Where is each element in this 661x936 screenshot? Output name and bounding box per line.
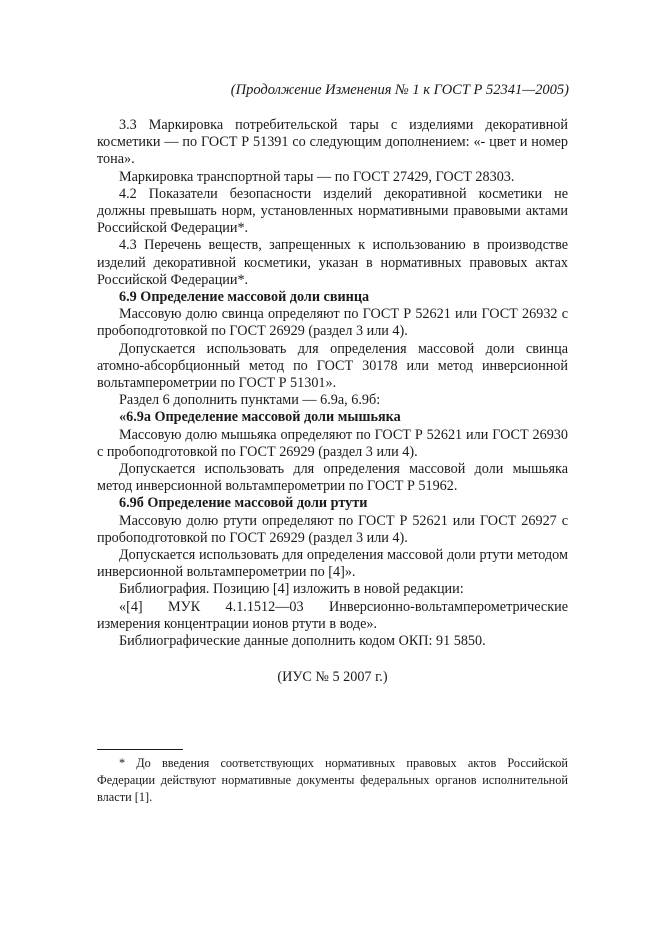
heading-6-9: 6.9 Определение массовой доли свинца [119, 289, 370, 306]
paragraph-section-6-addition: Раздел 6 дополнить пунктами — 6.9а, 6.9б: [119, 392, 381, 409]
paragraph-3-3: 3.3 Маркировка потребительской тары с изделиями декоративной косметики — по ГОСТ Р 51391 со следующим дополнением: «- цвет и номер тона». [97, 117, 568, 168]
paragraph-4-3: 4.3 Перечень веществ, запрещенных к использованию в производстве изделий декоративной косметики, указан в нормативных правовых актах Российской Федерации*. [97, 237, 568, 288]
footnote: * До введения соответствующих нормативных правовых актов Российской Федерации действуют нормативные документы федеральных органов исполнительной власти [1]. [97, 756, 568, 805]
paragraph-mercury-alternative: Допускается использовать для определения массовой доли ртути методом инверсионной вольтамперометрии по [4]». [97, 547, 568, 581]
paragraph-bibliography: Библиография. Позицию [4] изложить в новой редакции: [119, 581, 464, 598]
paragraph-arsenic-method: Массовую долю мышьяка определяют по ГОСТ Р 52621 или ГОСТ 26930 с пробоподготовкой по ГОСТ 26929 (раздел 3 или 4). [97, 426, 568, 460]
footnote-divider [97, 749, 183, 750]
paragraph-4-2: 4.2 Показатели безопасности изделий декоративной косметики не должны превышать норм, установленных нормативными правовыми актами Российской Федерации*. [97, 185, 568, 237]
paragraph-mercury-method: Массовую долю ртути определяют по ГОСТ Р 52621 или ГОСТ 26927 с пробоподготовкой по ГОСТ 26929 (раздел 3 или 4). [97, 512, 568, 546]
paragraph-arsenic-alternative: Допускается использовать для определения массовой доли мышьяка метод инверсионной вольтамперометрии по ГОСТ Р 51962. [97, 461, 568, 495]
continuation-header: (Продолжение Изменения № 1 к ГОСТ Р 52341—2005) [230, 82, 569, 98]
paragraph-bibliography-item-4: «[4] МУК 4.1.1512—03 Инверсионно-вольтамперометрические измерения концентрации ионов ртути в воде». [97, 598, 568, 632]
paragraph-lead-alternative: Допускается использовать для определения массовой доли свинца атомно-абсорбционный метод по ГОСТ 30178 или метод инверсионной вольтамперометрии по ГОСТ Р 51301». [97, 340, 568, 392]
heading-6-9b: 6.9б Определение массовой доли ртути [119, 495, 368, 512]
ius-reference: (ИУС № 5 2007 г.) [277, 669, 388, 686]
document-body [97, 117, 568, 687]
paragraph-okp-code: Библиографические данные дополнить кодом ОКП: 91 5850. [119, 633, 486, 650]
paragraph-lead-method: Массовую долю свинца определяют по ГОСТ Р 52621 или ГОСТ 26932 с пробоподготовкой по ГОСТ 26929 (раздел 3 или 4). [97, 306, 568, 340]
paragraph-transport-marking: Маркировка транспортной тары — по ГОСТ 27429, ГОСТ 28303. [119, 168, 515, 185]
heading-6-9a: «6.9а Определение массовой доли мышьяка [119, 409, 401, 426]
